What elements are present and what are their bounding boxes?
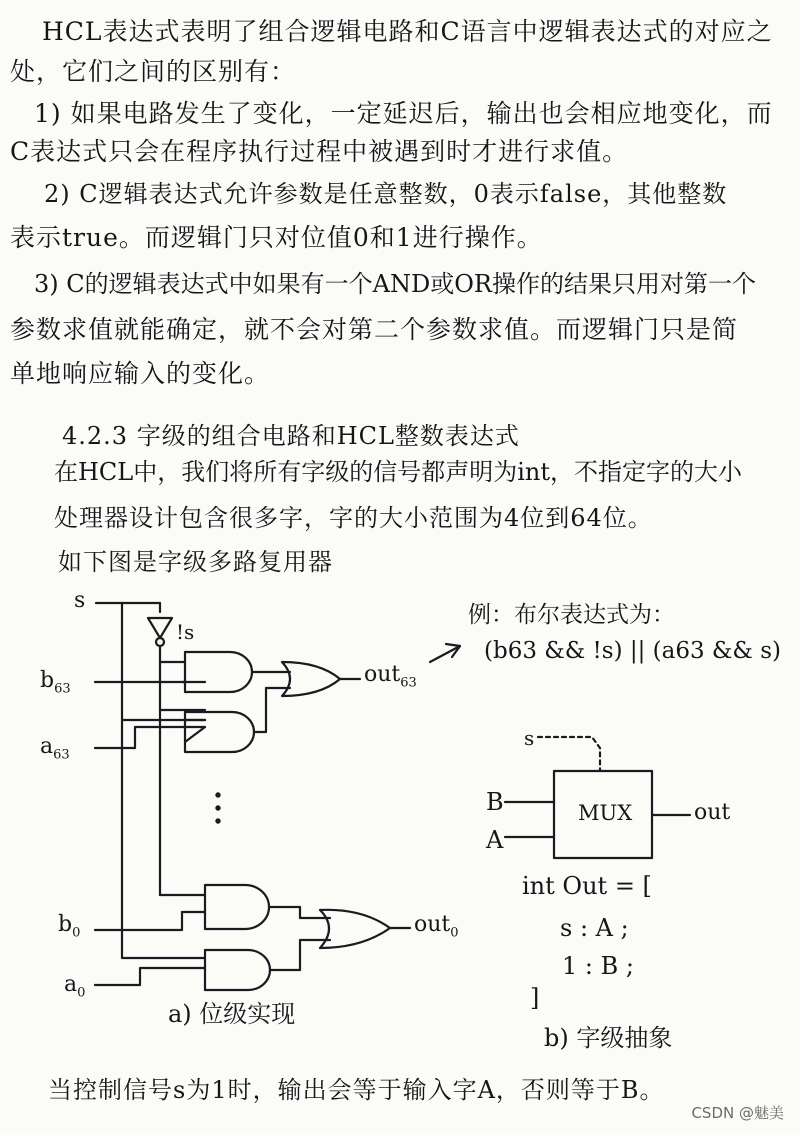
and-gate: [185, 712, 254, 752]
wire: [95, 968, 205, 985]
section-heading: 4.2.3 字级的组合电路和HCL整数表达式: [62, 422, 520, 450]
input-label-s: s: [74, 588, 86, 613]
paragraph-line: 在HCL中，我们将所有字级的信号都声明为int，不指定字的大小: [54, 458, 743, 486]
not-bubble: [156, 638, 164, 646]
and-gate: [205, 950, 270, 990]
input-label-b63: $b_{63}$: [40, 668, 71, 697]
paragraph-line: 表示true。而逻辑门只对位值0和1进行操作。: [10, 223, 543, 252]
paragraph-line: 1) 如果电路发生了变化，一定延迟后，输出也会相应地变化，而: [34, 99, 773, 128]
hcl-code-line: int Out = [: [522, 872, 652, 900]
example-expression: (b63 && !s) || (a63 && s): [484, 638, 781, 664]
and-gate: [185, 652, 252, 692]
or-gate: [282, 662, 340, 696]
mux-block-label: MUX: [578, 801, 633, 825]
paragraph-line: C表达式只会在程序执行过程中被遇到时才进行求值。: [10, 137, 629, 166]
footer-note: 当控制信号s为1时，输出会等于输入字A，否则等于B。: [48, 1076, 665, 1104]
word-level-mux-diagram: [505, 737, 690, 858]
watermark: CSDN @魅美: [691, 1104, 784, 1122]
paragraph-line: 3) C的逻辑表达式中如果有一个AND或OR操作的结果只用对第一个: [34, 270, 756, 298]
output-label-out0: out$_0$: [414, 912, 459, 941]
mux-output-label: out: [694, 800, 731, 825]
wire: [95, 727, 205, 748]
input-label-a0: $a_0$: [64, 972, 86, 1001]
paragraph-line: 单地响应输入的变化。: [10, 359, 271, 388]
caption-a: a) 位级实现: [168, 1000, 296, 1028]
mux-input-b: B: [486, 788, 504, 816]
wire: [95, 912, 205, 930]
wire: [270, 940, 330, 970]
wire: [96, 603, 160, 612]
wire: [122, 603, 205, 958]
wire: [160, 710, 205, 895]
hcl-code-line: s : A ;: [560, 914, 629, 942]
paragraph-line: 2) C逻辑表达式允许参数是任意整数，0表示false，其他整数: [44, 180, 728, 208]
input-label-b0: $b_0$: [58, 912, 81, 941]
hcl-code-line: ]: [530, 984, 540, 1012]
paragraph-line: 参数求值就能确定，就不会对第二个参数求值。而逻辑门只是简: [10, 315, 739, 344]
or-gate: [320, 910, 390, 948]
example-title: 例：布尔表达式为：: [468, 602, 675, 628]
paragraph-line: 处，它们之间的区别有：: [10, 57, 297, 86]
output-label-out63: out$_{63}$: [364, 662, 417, 691]
paragraph-line: HCL表达式表明了组合逻辑电路和C语言中逻辑表达式的对应之: [42, 17, 773, 46]
not-gate: [148, 618, 172, 638]
paragraph-line: 处理器设计包含很多字，字的大小范围为4位到64位。: [54, 504, 653, 532]
and-gate: [205, 885, 269, 929]
mux-select-label: s: [524, 726, 535, 750]
hcl-code-line: 1 : B ;: [562, 952, 634, 980]
paragraph-line: 如下图是字级多路复用器: [58, 548, 333, 576]
caption-b: b) 字级抽象: [544, 1024, 673, 1052]
select-wire: [538, 737, 600, 771]
wire: [160, 646, 205, 710]
not-s-label: !s: [176, 620, 195, 644]
mux-input-a: A: [486, 826, 504, 854]
input-label-a63: $a_{63}$: [40, 734, 70, 763]
